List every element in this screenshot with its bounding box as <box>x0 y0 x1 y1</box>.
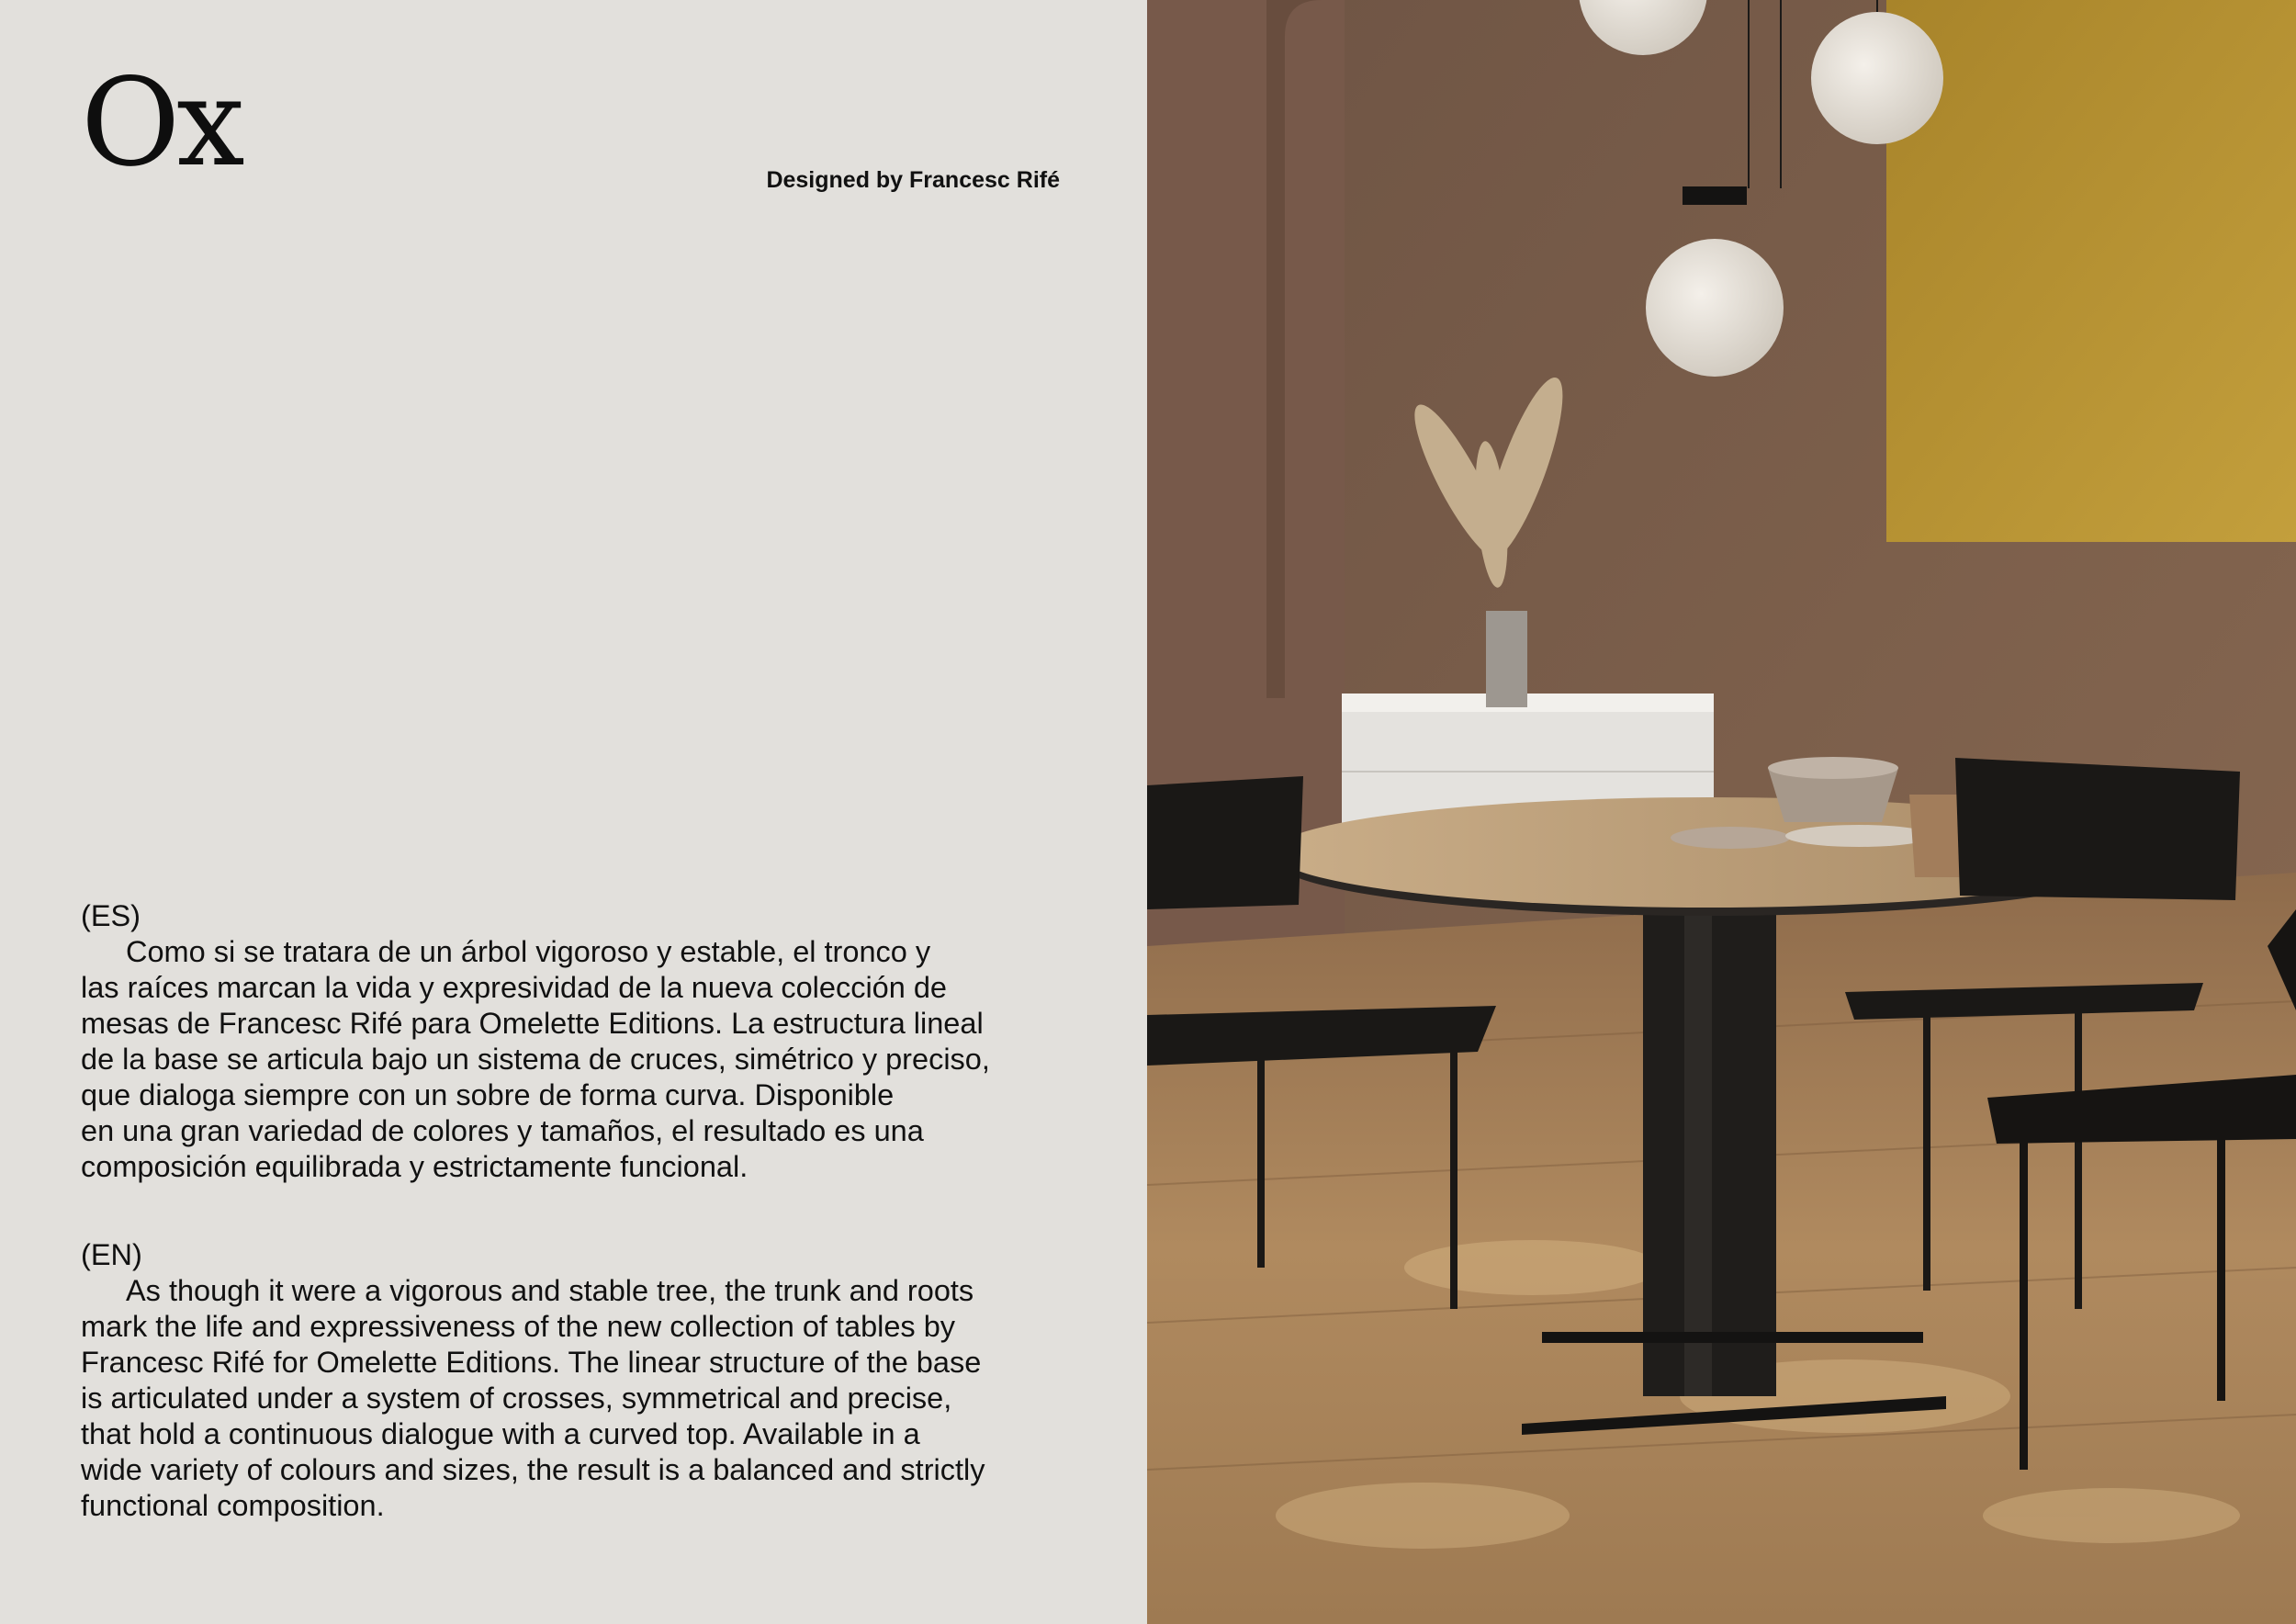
text-line: is articulated under a system of crosses, symmetrical and precise, <box>81 1382 952 1415</box>
text-line: As though it were a vigorous and stable tree, the trunk and roots <box>126 1274 974 1307</box>
text-line: Como si se tratara de un árbol vigoroso y estable, el tronco y <box>126 935 931 968</box>
spanish-description <box>81 898 1082 1185</box>
text-line: functional composition. <box>81 1489 385 1522</box>
designer-credit: Designed by Francesc Rifé <box>766 167 1060 193</box>
text-line: mesas de Francesc Rifé para Omelette Editions. La estructura lineal <box>81 1007 984 1040</box>
text-line: that hold a continuous dialogue with a curved top. Available in a <box>81 1417 920 1450</box>
text-panel <box>0 0 1147 1624</box>
text-line: wide variety of colours and sizes, the result is a balanced and strictly <box>81 1453 985 1486</box>
language-tag-es: (ES) <box>81 899 141 932</box>
english-paragraph <box>81 1273 1082 1524</box>
vase <box>1486 611 1527 707</box>
text-line: que dialoga siempre con un sobre de forma curva. Disponible <box>81 1078 895 1111</box>
pendant-lamp <box>1646 239 1784 377</box>
language-tag-en: (EN) <box>81 1238 142 1271</box>
text-line: en una gran variedad de colores y tamaños, el resultado es una <box>81 1114 924 1147</box>
text-line: mark the life and expressiveness of the new collection of tables by <box>81 1310 956 1343</box>
text-line: composición equilibrada y estrictamente funcional. <box>81 1150 748 1183</box>
spanish-paragraph <box>81 934 1082 1185</box>
text-line: las raíces marcan la vida y expresividad de la nueva colección de <box>81 971 948 1004</box>
page-title: Ox <box>81 52 242 194</box>
text-line: Francesc Rifé for Omelette Editions. The linear structure of the base <box>81 1346 982 1379</box>
mustard-panel <box>1886 0 2296 542</box>
english-description <box>81 1237 1082 1524</box>
pendant-lamp <box>1811 12 1943 144</box>
text-line: de la base se articula bajo un sistema de cruces, simétrico y preciso, <box>81 1043 990 1076</box>
product-photo <box>1147 0 2296 1624</box>
